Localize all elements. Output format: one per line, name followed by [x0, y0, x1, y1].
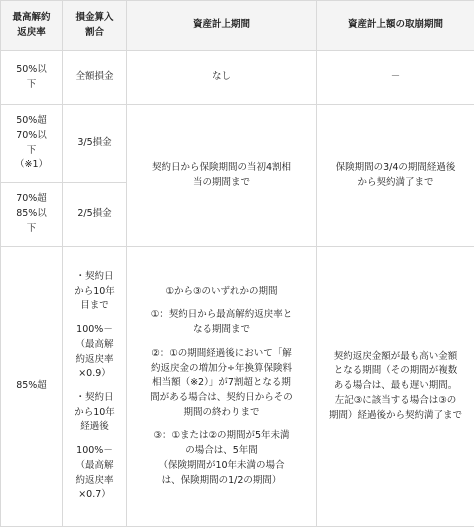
rate-cell: 50%以 下 [1, 51, 63, 105]
rate-cell: 50%超 70%以 下 （※1） [1, 105, 63, 183]
loss-cell: 3/5損金 [63, 105, 127, 183]
table-row [1, 247, 474, 527]
header-withdraw-period: 資産計上額の取崩期間 [317, 1, 474, 51]
table-row [1, 51, 474, 105]
loss-cell: 全額損金 [63, 51, 127, 105]
period-cell: 契約日から保険期間の当初4割相 当の期間まで [127, 105, 317, 247]
loss-cell: ・契約日 から10年 目まで 100%－ （最高解 約返戻率 ×0.9） ・契約日 から10年 経過後 100%－ （最高解 約返戻率 ×0.7） [63, 247, 127, 527]
withdraw-cell: 保険期間の3/4の期間経過後 から契約満了まで [317, 105, 474, 247]
withdraw-cell: 契約返戻金額が最も高い金額 となる期間（その期間が複数 ある場合は、最も遅い期間。 左記③に該当する場合は③の 期間）経過後から契約満了まで [317, 247, 474, 527]
header-asset-period: 資産計上期間 [127, 1, 317, 51]
loss-cell: 2/5損金 [63, 183, 127, 247]
rate-cell: 85%超 [1, 247, 63, 527]
header-deductible-ratio: 損金算入 割合 [63, 1, 127, 51]
rate-cell: 70%超 85%以 下 [1, 183, 63, 247]
withdraw-cell: － [317, 51, 474, 105]
period-cell: ①から③のいずれかの期間 ①：契約日から最高解約返戻率と なる期間まで ②：①の期間経過後において「解 約返戻金の増加分÷年換算保険料 相当額（※2）」が7割超となる期 間がある場合は、契約日からその 期間の終わりまで ③：①または②の期間が5年未満 の場合は、5年間 （保険期間が10年未満の場合 は、保険期間の1/2の期間） [127, 247, 317, 527]
header-max-refund-rate: 最高解約 返戻率 [1, 1, 63, 51]
table-row [1, 105, 474, 183]
period-cell: なし [127, 51, 317, 105]
header-row [1, 1, 474, 51]
